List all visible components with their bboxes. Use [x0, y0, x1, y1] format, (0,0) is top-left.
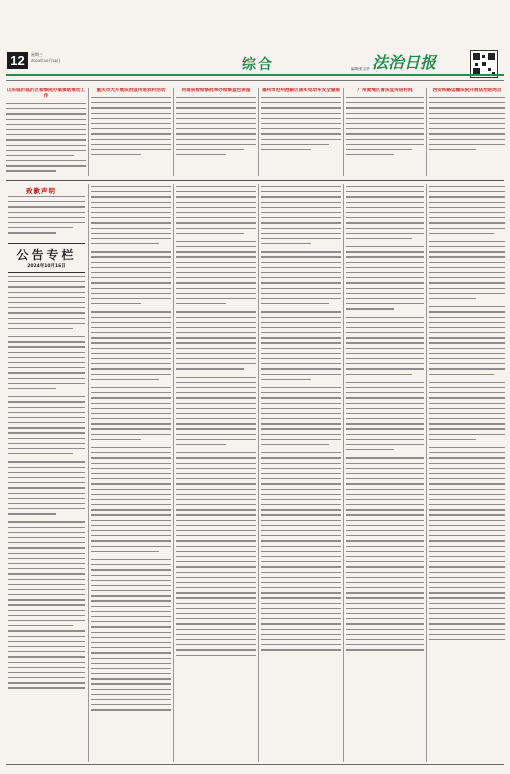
news-item-3: [176, 88, 256, 176]
notice-column-2: [91, 186, 171, 762]
footer-rule: [6, 764, 504, 765]
column-divider: [343, 88, 344, 176]
headline-1: 山东临沂临沂区检察院办案援助推动工作: [6, 88, 86, 99]
news-item-2: [91, 88, 171, 176]
headline-3: 河南获检检察院举办检察蓝色讲座: [181, 88, 251, 93]
section-title: 综合: [242, 57, 274, 73]
notice-column-6: [429, 186, 505, 762]
notice-header: [8, 243, 85, 273]
page-meta: [31, 52, 61, 64]
notice-date: 2024年10月16日: [27, 264, 66, 269]
column-divider: [258, 88, 259, 176]
column-divider: [426, 184, 427, 762]
notice-column-3: [176, 186, 256, 762]
news-item-5: [346, 88, 424, 176]
issue-date: 2024年10月16日: [31, 58, 61, 63]
notice-column-4: [261, 186, 341, 762]
edition-label: 星期三: [31, 52, 43, 57]
news-item-6: [429, 88, 505, 176]
editor-credit: 编辑/张宝华: [351, 67, 370, 71]
masthead-rule: [6, 74, 504, 76]
column-divider: [88, 88, 89, 176]
column-divider: [173, 184, 174, 762]
column-divider: [426, 88, 427, 176]
newspaper-logo: 法治日报: [372, 53, 437, 72]
column-divider: [258, 184, 259, 762]
headline-2: 重庆市大开展法治宣传进农村活动: [96, 88, 166, 93]
news-item-1: [6, 88, 86, 176]
notice-column-5: [346, 186, 424, 762]
column-divider: [343, 184, 344, 762]
section-rule: [6, 180, 504, 181]
column-divider: [88, 184, 89, 762]
news-item-4: [261, 88, 341, 176]
apology-title: 致歉声明: [26, 187, 56, 195]
notice-column-1: [8, 276, 85, 762]
page-number: 12: [7, 52, 28, 69]
headline-6: 西安铁路运输法院开展法治进网点: [432, 88, 502, 93]
masthead: [0, 0, 510, 84]
headline-4: 福州市沧州港副区落实电动车安全隐患: [261, 88, 341, 93]
masthead-thin-rule: [6, 80, 504, 81]
headline-5: 广州黄埔区普法宣传进村院: [357, 88, 413, 93]
notice-title: 公告专栏: [16, 248, 77, 262]
column-divider: [173, 88, 174, 176]
apology-body: [8, 196, 85, 240]
